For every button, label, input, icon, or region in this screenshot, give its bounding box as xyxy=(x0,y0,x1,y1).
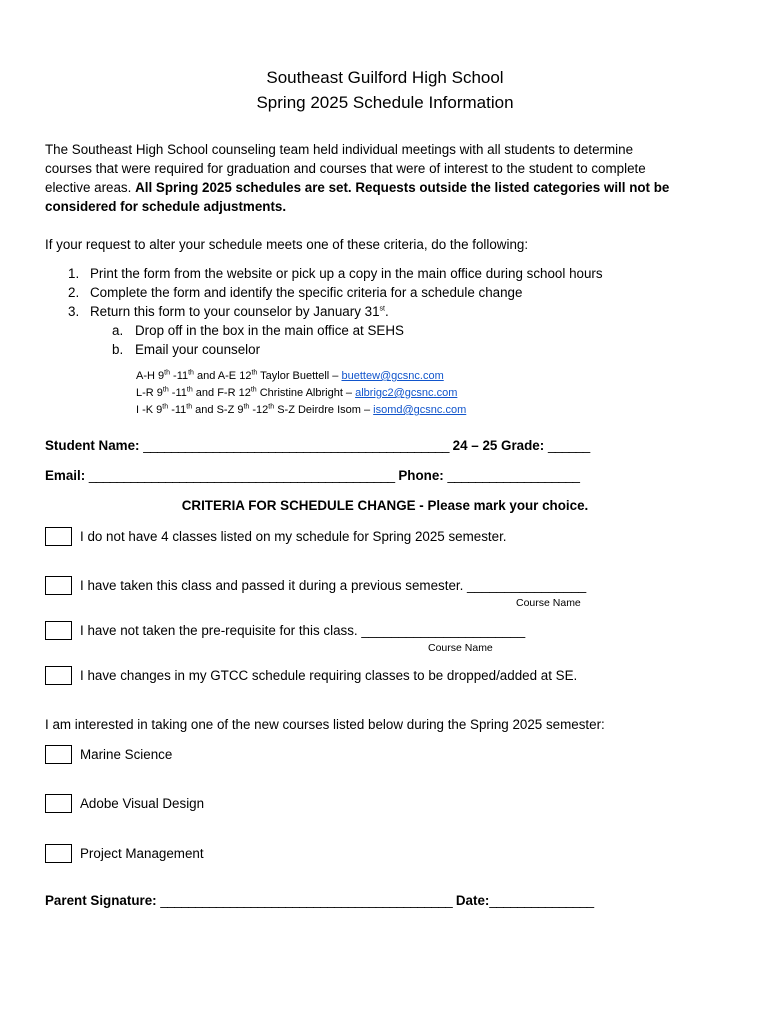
course-name-caption: Course Name xyxy=(428,642,493,654)
grade-field[interactable]: ______ xyxy=(547,438,590,453)
intro-bold-text: All Spring 2025 schedules are set. Requests outside the listed categories will not be xyxy=(135,180,670,195)
phone-field[interactable]: ___________________ xyxy=(447,468,580,483)
course-checkbox[interactable] xyxy=(45,745,72,764)
criteria-option-text: I do not have 4 classes listed on my schedule for Spring 2025 semester. xyxy=(80,529,507,544)
course-option-text: Marine Science xyxy=(80,747,173,762)
date-field[interactable]: _______________ xyxy=(489,893,594,908)
step-number: 2. xyxy=(68,285,80,300)
step-item xyxy=(45,302,725,359)
substep-item xyxy=(90,340,725,359)
counselor-row: A-H 9th -11th and A-E 12th Taylor Buettell – buettew@gcsnc.com xyxy=(136,369,444,382)
step-item xyxy=(45,264,725,283)
course-option-text: Adobe Visual Design xyxy=(80,796,205,811)
phone-label: Phone: xyxy=(398,468,444,483)
intro-bold-line: considered for schedule adjustments. xyxy=(45,199,287,214)
document-title: Spring 2025 Schedule Information xyxy=(256,93,514,112)
student-name-label: Student Name: xyxy=(45,438,140,453)
counselor-row: I -K 9th -11th and S-Z 9th -12th S-Z Deirdre Isom – isomd@gcsnc.com xyxy=(136,403,467,416)
criteria-checkbox[interactable] xyxy=(45,527,72,546)
criteria-option-text: I have changes in my GTCC schedule requiring classes to be dropped/added at SE. xyxy=(80,668,578,683)
email-label: Email: xyxy=(45,468,86,483)
criteria-checkbox[interactable] xyxy=(45,666,72,685)
parent-signature-label: Parent Signature: xyxy=(45,893,157,908)
step-superscript: st xyxy=(379,305,385,313)
student-name-row xyxy=(45,438,590,453)
course-option-text: Project Management xyxy=(80,846,204,861)
course-name-caption: Course Name xyxy=(516,597,581,609)
criteria-option-text: I have taken this class and passed it during a previous semester. ________________ xyxy=(80,578,587,593)
step-text: Complete the form and identify the specific criteria for a schedule change xyxy=(90,285,523,300)
student-name-field[interactable]: ____________________________________________ xyxy=(143,438,449,453)
counselor-email-link[interactable]: isomd@gcsnc.com xyxy=(373,404,467,416)
counselor-email-link[interactable]: albrigc2@gcsnc.com xyxy=(355,387,458,399)
step-text: Print the form from the website or pick up a copy in the main office during school hours xyxy=(90,266,603,281)
intro-text: elective areas. xyxy=(45,180,136,195)
instructions-lead: If your request to alter your schedule meets one of these criteria, do the following: xyxy=(45,237,529,252)
counselor-list xyxy=(136,368,466,419)
criteria-checkbox[interactable] xyxy=(45,621,72,640)
substep-text: Drop off in the box in the main office at SEHS xyxy=(135,323,404,338)
criteria-option-text: I have not taken the pre-requisite for this class. ______________________ xyxy=(80,623,526,638)
step-text: Return this form to your counselor by January 31 xyxy=(90,304,380,319)
new-courses-lead: I am interested in taking one of the new courses listed below during the Spring 2025 semester: xyxy=(45,717,605,732)
substep-letter: a. xyxy=(112,323,124,338)
counselor-email-link[interactable]: buettew@gcsnc.com xyxy=(341,370,444,382)
step-text-end: . xyxy=(384,304,389,319)
step-number: 3. xyxy=(68,304,80,319)
criteria-checkbox[interactable] xyxy=(45,576,72,595)
date-label: Date: xyxy=(455,893,490,908)
criteria-heading: CRITERIA FOR SCHEDULE CHANGE - Please mark your choice. xyxy=(181,498,589,513)
step-number: 1. xyxy=(68,266,80,281)
email-field[interactable]: ____________________________________________ xyxy=(88,468,395,483)
intro-line: courses that were required for graduation and courses that were of interest to the student to complete xyxy=(45,161,646,176)
parent-signature-field[interactable]: __________________________________________ xyxy=(160,893,453,908)
signature-row xyxy=(45,893,594,908)
step-item xyxy=(45,283,725,302)
intro-line xyxy=(45,178,725,197)
substep-letter: b. xyxy=(112,342,124,357)
intro-paragraph xyxy=(45,140,725,216)
counselor-row: L-R 9th -11th and F-R 12th Christine Albright – albrigc2@gcsnc.com xyxy=(136,386,458,399)
instruction-steps xyxy=(45,264,725,359)
substep-text: Email your counselor xyxy=(135,342,261,357)
course-checkbox[interactable] xyxy=(45,794,72,813)
substep-item xyxy=(90,321,725,340)
email-row xyxy=(45,468,579,483)
intro-line: The Southeast High School counseling team held individual meetings with all students to determine xyxy=(45,142,634,157)
grade-label: 24 – 25 Grade: xyxy=(452,438,545,453)
course-checkbox[interactable] xyxy=(45,844,72,863)
school-title: Southeast Guilford High School xyxy=(266,68,504,87)
sub-steps xyxy=(90,321,725,359)
